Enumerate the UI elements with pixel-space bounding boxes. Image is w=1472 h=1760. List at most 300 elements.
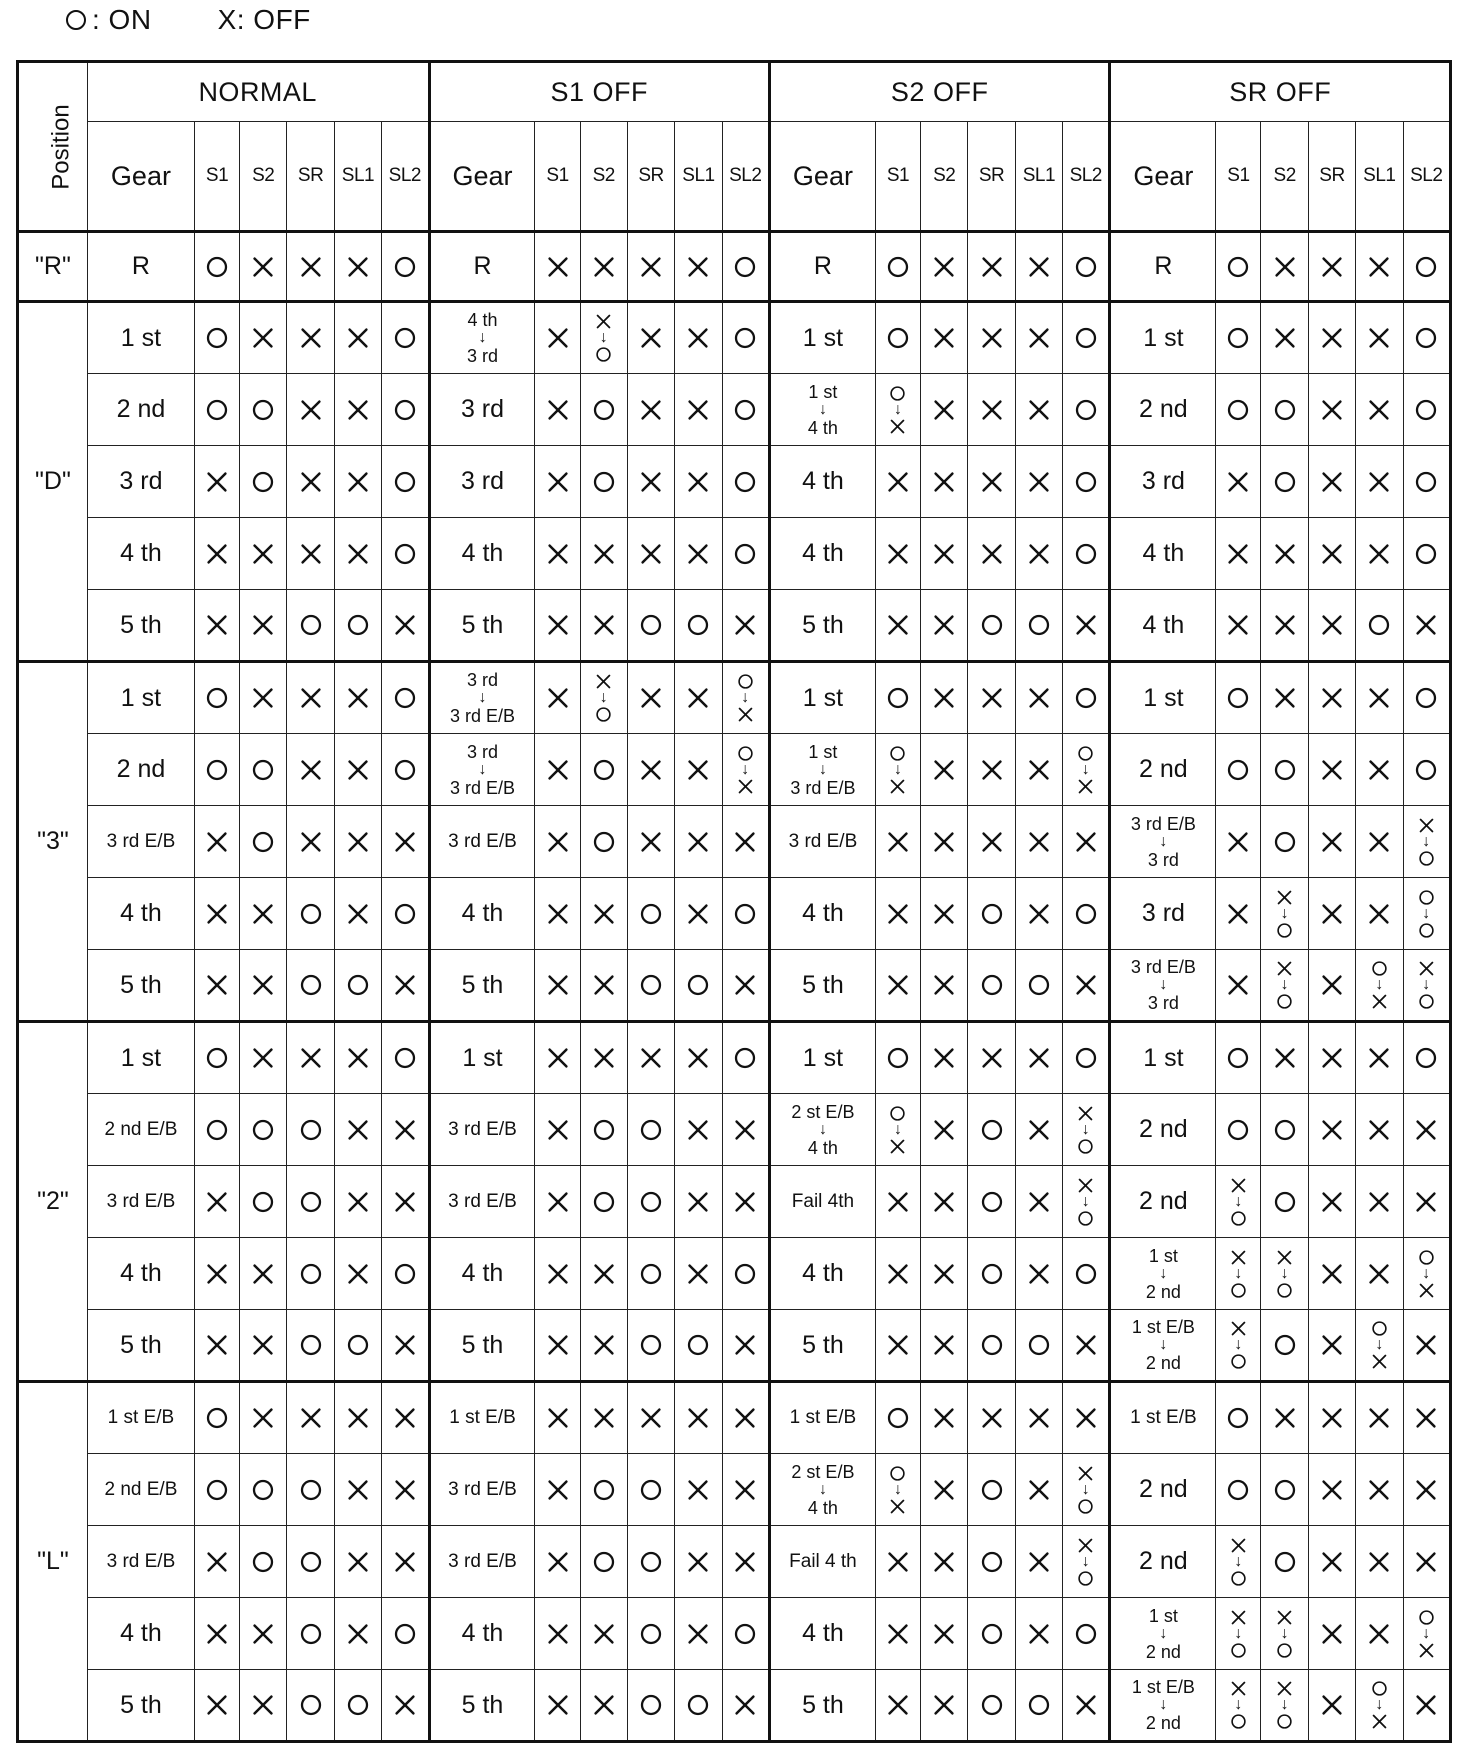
on-circle-icon: [592, 758, 616, 782]
on-circle-icon: [592, 1478, 616, 1502]
state-cell: [675, 1526, 722, 1598]
state-cell: [194, 518, 239, 590]
gear-cell: 3 rd E/B: [429, 1526, 535, 1598]
state-cell: [334, 1598, 381, 1670]
on-circle-icon: [299, 1550, 323, 1574]
state-cell: [1261, 806, 1308, 878]
on-circle-icon: [1276, 993, 1293, 1010]
off-cross-icon: [346, 902, 370, 926]
state-cell: [194, 1382, 239, 1454]
off-cross-icon: [251, 613, 275, 637]
state-cell: [1261, 1166, 1308, 1238]
on-circle-icon: [346, 973, 370, 997]
state-cell: [1308, 662, 1355, 734]
off-cross-icon: [737, 778, 754, 795]
down-arrow-icon: ↓: [1280, 976, 1289, 993]
off-cross-icon: [1367, 1406, 1391, 1430]
state-cell: [240, 518, 287, 590]
off-cross-icon: [546, 830, 570, 854]
on-circle-icon: [205, 686, 229, 710]
gear-from: 1 st: [1148, 1605, 1178, 1626]
state-cell: [194, 1094, 239, 1166]
on-circle-icon: [1226, 1046, 1250, 1070]
state-cell: [287, 1454, 334, 1526]
down-arrow-icon: ↓: [893, 1120, 902, 1138]
off-cross-icon: [1077, 778, 1094, 795]
off-cross-icon: [686, 1550, 710, 1574]
gear-cell: 4 th: [769, 518, 875, 590]
down-arrow-icon: ↓: [893, 760, 902, 778]
on-circle-icon: [595, 346, 612, 363]
state-cell: [382, 232, 429, 302]
off-cross-icon: [1418, 1642, 1435, 1659]
state-cell: [921, 662, 968, 734]
state-cell: [287, 446, 334, 518]
state-cell: [287, 1094, 334, 1166]
on-circle-icon: [733, 255, 757, 279]
state-cell: [334, 1310, 381, 1382]
signal-column-header-s1: S1: [194, 122, 239, 232]
state-cell: [194, 1598, 239, 1670]
state-cell: [1063, 1526, 1110, 1598]
off-cross-icon: [1320, 830, 1344, 854]
state-cell: [535, 1238, 580, 1310]
gear-cell: 1 st: [769, 662, 875, 734]
gear-cell: 5 th: [87, 1310, 194, 1382]
gear-cell: 3 rd: [429, 374, 535, 446]
state-cell: [1356, 878, 1403, 950]
on-circle-icon: [639, 1190, 663, 1214]
position-label: "3": [18, 662, 88, 1022]
state-cell: [1261, 1526, 1308, 1598]
off-cross-icon: [686, 1190, 710, 1214]
state-cell: [194, 446, 239, 518]
state-cell: [1308, 1598, 1355, 1670]
signal-column-header-sr: SR: [968, 122, 1015, 232]
on-circle-icon: [1418, 922, 1435, 939]
on-circle-icon: [980, 1622, 1004, 1646]
off-cross-icon: [1077, 1465, 1094, 1482]
state-cell: [1216, 1022, 1261, 1094]
off-cross-icon: [980, 830, 1004, 854]
state-cell: [627, 662, 674, 734]
gear-cell: [769, 374, 875, 446]
off-cross-icon: [1027, 902, 1051, 926]
off-cross-icon: [1367, 1262, 1391, 1286]
state-cell: [580, 1310, 627, 1382]
off-cross-icon: [639, 398, 663, 422]
down-arrow-icon: ↓: [1234, 1696, 1243, 1713]
state-transition: [1216, 1537, 1260, 1587]
state-cell: [1261, 590, 1308, 662]
table-row: [18, 1598, 1451, 1670]
legend: [66, 2, 311, 38]
legend-on-label: : ON: [92, 4, 152, 35]
state-cell: [194, 950, 239, 1022]
on-circle-icon: [733, 1262, 757, 1286]
state-cell: [287, 1022, 334, 1094]
on-circle-icon: [1226, 1118, 1250, 1142]
off-cross-icon: [932, 470, 956, 494]
state-cell: [675, 446, 722, 518]
state-cell: [535, 1670, 580, 1742]
gear-cell: 2 nd E/B: [87, 1094, 194, 1166]
off-cross-icon: [1027, 1406, 1051, 1430]
state-cell: [1015, 446, 1062, 518]
gear-to: 4 th: [807, 1497, 838, 1518]
off-cross-icon: [546, 398, 570, 422]
off-cross-icon: [1414, 1693, 1438, 1717]
off-cross-icon: [686, 902, 710, 926]
gear-transition: [1111, 1677, 1215, 1733]
off-cross-icon: [393, 1693, 417, 1717]
state-cell: [382, 374, 429, 446]
down-arrow-icon: ↓: [1280, 1264, 1289, 1282]
off-cross-icon: [346, 1262, 370, 1286]
off-cross-icon: [205, 973, 229, 997]
table-row: [18, 446, 1451, 518]
off-cross-icon: [1367, 1478, 1391, 1502]
off-cross-icon: [1027, 542, 1051, 566]
off-cross-icon: [1230, 1177, 1247, 1194]
off-cross-icon: [1367, 1046, 1391, 1070]
state-cell: [1308, 878, 1355, 950]
off-cross-icon: [299, 686, 323, 710]
off-cross-icon: [1414, 1190, 1438, 1214]
on-circle-icon: [1226, 758, 1250, 782]
state-cell: [722, 806, 769, 878]
state-cell: [1308, 302, 1355, 374]
state-cell: [580, 1166, 627, 1238]
on-circle-icon: [251, 1550, 275, 1574]
state-cell: [194, 1238, 239, 1310]
gear-cell: R: [769, 232, 875, 302]
state-cell: [675, 1670, 722, 1742]
gear-cell: 1 st: [429, 1022, 535, 1094]
down-arrow-icon: ↓: [1375, 1696, 1384, 1713]
on-circle-icon: [733, 902, 757, 926]
state-transition: [581, 673, 627, 723]
state-cell: [675, 302, 722, 374]
off-cross-icon: [346, 1550, 370, 1574]
state-transition: [1261, 1249, 1307, 1299]
on-circle-icon: [889, 745, 906, 762]
state-cell: [1403, 1598, 1451, 1670]
state-cell: [627, 806, 674, 878]
table-row: [18, 950, 1451, 1022]
off-cross-icon: [1418, 1282, 1435, 1299]
off-cross-icon: [1226, 613, 1250, 637]
off-cross-icon: [1367, 398, 1391, 422]
state-cell: [627, 1238, 674, 1310]
gear-cell: 2 nd: [1110, 1166, 1216, 1238]
off-cross-icon: [1367, 542, 1391, 566]
on-circle-icon: [1074, 398, 1098, 422]
signal-column-header-sr: SR: [287, 122, 334, 232]
off-cross-icon: [1367, 758, 1391, 782]
off-cross-icon: [932, 1046, 956, 1070]
state-cell: [968, 662, 1015, 734]
state-cell: [580, 590, 627, 662]
gear-cell: 4 th: [769, 878, 875, 950]
off-cross-icon: [932, 326, 956, 350]
off-cross-icon: [733, 973, 757, 997]
on-circle-icon: [1276, 1642, 1293, 1659]
off-cross-icon: [686, 470, 710, 494]
state-cell: [968, 1670, 1015, 1742]
off-cross-icon: [1226, 542, 1250, 566]
table-row: [18, 662, 1451, 734]
off-cross-icon: [592, 902, 616, 926]
state-cell: [875, 806, 920, 878]
table-row: [18, 518, 1451, 590]
state-cell: [1356, 374, 1403, 446]
state-cell: [875, 302, 920, 374]
state-transition: [1063, 1177, 1108, 1227]
gear-from: 4 th: [467, 310, 498, 330]
state-cell: [1063, 232, 1110, 302]
down-arrow-icon: ↓: [818, 1480, 827, 1498]
on-circle-icon: [686, 613, 710, 637]
state-cell: [1063, 374, 1110, 446]
state-cell: [1356, 662, 1403, 734]
gear-cell: 3 rd: [1110, 446, 1216, 518]
off-cross-icon: [733, 1550, 757, 1574]
down-arrow-icon: ↓: [1081, 1120, 1090, 1138]
off-cross-icon: [932, 1262, 956, 1286]
off-cross-icon: [393, 1478, 417, 1502]
state-cell: [722, 302, 769, 374]
state-cell: [1403, 590, 1451, 662]
on-circle-icon: [393, 1622, 417, 1646]
state-cell: [1261, 1598, 1308, 1670]
state-cell: [968, 806, 1015, 878]
on-circle-icon: [299, 973, 323, 997]
state-cell: [240, 662, 287, 734]
state-cell: [968, 518, 1015, 590]
on-circle-icon: [1414, 686, 1438, 710]
off-cross-icon: [346, 1190, 370, 1214]
gear-cell: 1 st: [87, 662, 194, 734]
state-cell: [334, 302, 381, 374]
gear-cell: 3 rd E/B: [429, 806, 535, 878]
off-cross-icon: [1320, 902, 1344, 926]
gear-cell: 1 st: [769, 1022, 875, 1094]
state-cell: [1308, 1454, 1355, 1526]
on-circle-icon: [686, 1333, 710, 1357]
state-cell: [1216, 1454, 1261, 1526]
gear-cell: R: [87, 232, 194, 302]
off-cross-icon: [1273, 1406, 1297, 1430]
off-cross-icon: [1367, 470, 1391, 494]
state-cell: [921, 950, 968, 1022]
on-circle-icon: [1074, 1622, 1098, 1646]
state-cell: [1063, 806, 1110, 878]
state-cell: [287, 518, 334, 590]
state-cell: [1308, 590, 1355, 662]
state-transition: [1216, 1609, 1260, 1659]
state-cell: [1216, 518, 1261, 590]
state-cell: [287, 374, 334, 446]
state-cell: [968, 1022, 1015, 1094]
position-label: "R": [18, 232, 88, 302]
signal-column-header-sl2: SL2: [1403, 122, 1451, 232]
state-cell: [1216, 1238, 1261, 1310]
off-cross-icon: [1273, 1046, 1297, 1070]
off-cross-icon: [886, 1550, 910, 1574]
off-cross-icon: [980, 1406, 1004, 1430]
signal-column-header-sl2: SL2: [382, 122, 429, 232]
state-cell: [580, 1094, 627, 1166]
off-cross-icon: [932, 1406, 956, 1430]
down-arrow-icon: ↓: [478, 760, 487, 778]
gear-from: 3 rd: [466, 670, 498, 690]
state-cell: [1216, 734, 1261, 806]
off-cross-icon: [546, 1118, 570, 1142]
state-cell: [194, 1310, 239, 1382]
state-cell: [334, 1094, 381, 1166]
state-cell: [194, 1022, 239, 1094]
state-cell: [1063, 950, 1110, 1022]
state-cell: [334, 232, 381, 302]
off-cross-icon: [1320, 326, 1344, 350]
off-cross-icon: [639, 326, 663, 350]
state-cell: [1356, 734, 1403, 806]
state-cell: [382, 446, 429, 518]
on-circle-icon: [980, 1262, 1004, 1286]
down-arrow-icon: ↓: [1234, 1264, 1243, 1282]
state-cell: [1261, 1670, 1308, 1742]
table-row: [18, 1094, 1451, 1166]
off-cross-icon: [546, 613, 570, 637]
position-label: "2": [18, 1022, 88, 1382]
on-circle-icon: [1414, 758, 1438, 782]
state-cell: [722, 662, 769, 734]
off-cross-icon: [1367, 255, 1391, 279]
state-transition: [1216, 1177, 1260, 1227]
state-cell: [1015, 1022, 1062, 1094]
state-cell: [1063, 662, 1110, 734]
table-row: [18, 1238, 1451, 1310]
off-cross-icon: [1414, 1406, 1438, 1430]
state-cell: [921, 1166, 968, 1238]
state-cell: [334, 734, 381, 806]
off-cross-icon: [1320, 1550, 1344, 1574]
gear-cell: [429, 302, 535, 374]
off-cross-icon: [1077, 1105, 1094, 1122]
gear-cell: 1 st E/B: [1110, 1382, 1216, 1454]
down-arrow-icon: ↓: [1422, 976, 1431, 993]
off-cross-icon: [251, 1406, 275, 1430]
state-cell: [580, 446, 627, 518]
signal-column-header-s1: S1: [875, 122, 920, 232]
state-cell: [968, 374, 1015, 446]
state-cell: [1308, 1526, 1355, 1598]
gear-cell: 2 nd: [1110, 734, 1216, 806]
state-cell: [334, 518, 381, 590]
off-cross-icon: [546, 973, 570, 997]
state-cell: [240, 950, 287, 1022]
off-cross-icon: [1027, 470, 1051, 494]
gear-transition: [1111, 1246, 1215, 1302]
off-cross-icon: [886, 973, 910, 997]
off-cross-icon: [1273, 255, 1297, 279]
off-cross-icon: [1320, 1118, 1344, 1142]
state-cell: [382, 1094, 429, 1166]
state-cell: [240, 446, 287, 518]
off-cross-icon: [639, 758, 663, 782]
gear-cell: [1110, 1670, 1216, 1742]
table-row: [18, 1382, 1451, 1454]
state-transition: [1404, 1249, 1450, 1299]
state-cell: [968, 1310, 1015, 1382]
on-circle-icon: [639, 973, 663, 997]
off-cross-icon: [686, 1622, 710, 1646]
gear-cell: 3 rd: [429, 446, 535, 518]
on-circle-icon: [1273, 1190, 1297, 1214]
off-cross-icon: [1320, 1478, 1344, 1502]
off-cross-icon: [299, 255, 323, 279]
on-circle-icon: [393, 255, 417, 279]
gear-cell: [429, 662, 535, 734]
on-circle-icon: [886, 686, 910, 710]
off-cross-icon: [1276, 889, 1293, 906]
state-cell: [921, 1670, 968, 1742]
on-circle-icon: [393, 758, 417, 782]
on-circle-icon: [1418, 850, 1435, 867]
state-cell: [1216, 374, 1261, 446]
on-circle-icon: [299, 902, 323, 926]
state-cell: [1356, 1526, 1403, 1598]
state-cell: [194, 232, 239, 302]
on-circle-icon: [1226, 255, 1250, 279]
on-circle-icon: [1226, 1406, 1250, 1430]
state-cell: [968, 590, 1015, 662]
off-cross-icon: [686, 398, 710, 422]
gear-cell: 3 rd E/B: [87, 1166, 194, 1238]
state-cell: [194, 806, 239, 878]
gear-cell: 4 th: [769, 446, 875, 518]
state-cell: [1261, 518, 1308, 590]
on-circle-icon: [1371, 1320, 1388, 1337]
state-cell: [240, 1094, 287, 1166]
on-circle-icon: [393, 902, 417, 926]
gear-from: 2 st E/B: [791, 1101, 855, 1122]
off-cross-icon: [980, 1046, 1004, 1070]
state-cell: [675, 1454, 722, 1526]
state-cell: [287, 662, 334, 734]
state-cell: [722, 1526, 769, 1598]
off-cross-icon: [1367, 1622, 1391, 1646]
state-transition: [1063, 745, 1108, 795]
down-arrow-icon: ↓: [1159, 976, 1168, 993]
state-cell: [1261, 1382, 1308, 1454]
state-cell: [875, 446, 920, 518]
on-circle-icon: [299, 1622, 323, 1646]
down-arrow-icon: ↓: [1375, 1336, 1384, 1353]
on-circle-icon: [1276, 922, 1293, 939]
on-circle-icon: [205, 398, 229, 422]
off-cross-icon: [1273, 686, 1297, 710]
on-circle-icon: [1027, 1333, 1051, 1357]
gear-cell: Fail 4 th: [769, 1526, 875, 1598]
state-cell: [968, 446, 1015, 518]
down-arrow-icon: ↓: [1280, 904, 1289, 922]
state-cell: [1063, 1094, 1110, 1166]
on-circle-icon: [1077, 1570, 1094, 1587]
state-cell: [240, 1454, 287, 1526]
off-cross-icon: [1414, 1550, 1438, 1574]
